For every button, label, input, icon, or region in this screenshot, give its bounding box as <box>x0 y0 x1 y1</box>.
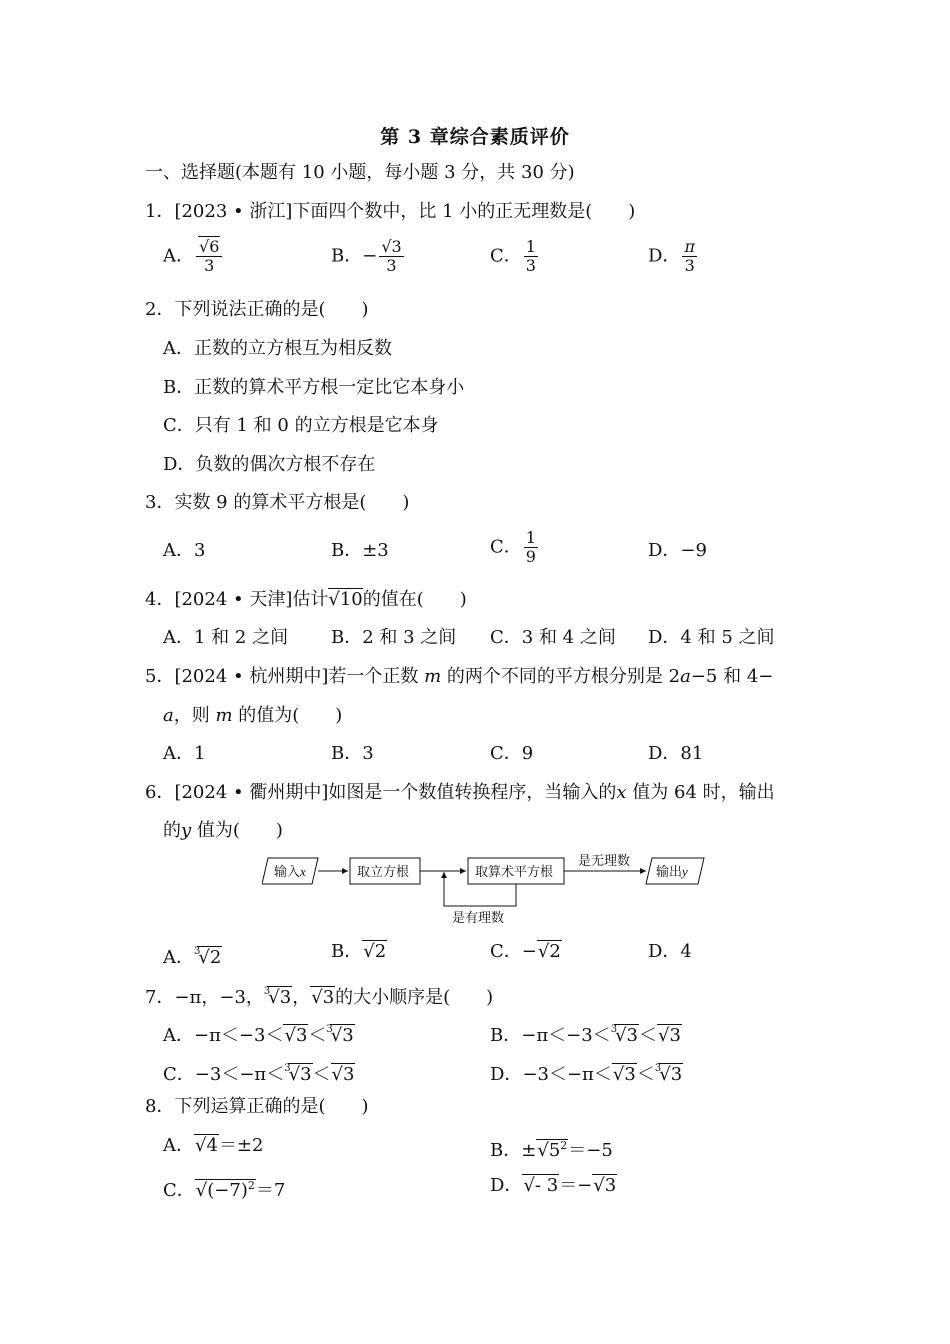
question-number: 7． <box>145 987 175 1008</box>
section-header: 一、选择题(本题有 10 小题，每小题 3 分，共 30 分) <box>145 162 575 183</box>
label-irrational: 是无理数 <box>578 853 631 868</box>
question-source: [2024 • 天津] <box>174 589 293 610</box>
question-source: [2023 • 浙江] <box>174 201 293 222</box>
question-stem: −5 和 4− <box>690 666 774 687</box>
q6-option-b[interactable] <box>331 940 387 964</box>
page-title: 第 3 章综合素质评价 <box>380 126 570 148</box>
sqrt-symbol-icon: √ <box>537 1140 549 1161</box>
sqrt-symbol-icon: √ <box>311 987 323 1008</box>
label-rational: 是有理数 <box>452 910 505 925</box>
arrowhead-icon <box>441 872 447 878</box>
q4-option-c[interactable]: C．3 和 4 之间 <box>490 627 616 648</box>
sqrt-radicand: √3 <box>284 1025 308 1046</box>
question-number: 1． <box>145 201 175 222</box>
question-source: [2024 • 衢州期中] <box>174 782 329 803</box>
root-symbol-icon: √ <box>268 987 280 1008</box>
question-6 <box>145 781 775 805</box>
variable: m <box>215 705 233 726</box>
q7-option-d[interactable] <box>490 1057 683 1087</box>
cbrt-radicand: √3 <box>615 1025 638 1046</box>
question-2 <box>145 298 369 322</box>
question-stem: 值为( ) <box>196 820 283 841</box>
sqrt-symbol-icon: √ <box>523 1175 535 1196</box>
sqrt-radicand: $√5^2$ <box>537 1139 568 1161</box>
q6-option-d[interactable]: D．4 <box>648 941 692 962</box>
less-than: ＜ <box>308 1025 327 1046</box>
option-text: −π＜−3＜ <box>194 1025 284 1046</box>
q3-option-b[interactable]: B．±3 <box>331 540 389 561</box>
sqrt-radicand: √3 <box>311 987 335 1008</box>
sqrt-radicand: √3 <box>612 1064 636 1085</box>
q2-option-c[interactable]: C．只有 1 和 0 的立方根是它本身 <box>163 415 439 436</box>
option-label: A． <box>163 1135 194 1156</box>
fraction: $\frac{√3}{3}$ <box>381 237 402 275</box>
question-stem: 估计 <box>292 589 329 610</box>
q8-option-d[interactable] <box>490 1174 617 1198</box>
root-symbol-icon: √ <box>659 1064 671 1085</box>
sqrt-radicand: √3 <box>381 237 402 256</box>
sqrt-radicand: √3 <box>331 1064 355 1085</box>
cbrt-radicand: √2 <box>198 947 222 968</box>
sqrt-symbol-icon: √ <box>195 1180 208 1201</box>
question-stem: 值为 64 时，输出 <box>632 782 775 803</box>
question-number: 4． <box>145 589 175 610</box>
question-number: 5． <box>145 666 175 687</box>
sqrt-radicand: √3 <box>658 1025 681 1046</box>
variable: m <box>424 666 442 687</box>
sqrt-symbol-icon: √ <box>328 589 340 610</box>
sqrt-symbol-icon: √ <box>612 1064 625 1085</box>
q5-option-a[interactable]: A．1 <box>163 743 206 764</box>
cbrt-radicand: √3 <box>288 1064 312 1085</box>
question-stem: 下列说法正确的是( ) <box>174 299 369 320</box>
sqrt-radicand: √2 <box>363 941 387 962</box>
option-label: A． <box>163 947 194 968</box>
option-label: C． <box>490 536 522 558</box>
root-index: 3 <box>654 1063 662 1074</box>
question-stem: 的大小顺序是( ) <box>335 987 494 1008</box>
q7-option-a[interactable] <box>163 1018 355 1048</box>
question-number: 6． <box>145 782 175 803</box>
input-label: 输入x <box>274 864 306 879</box>
q8-option-c[interactable] <box>163 1174 285 1203</box>
sqrt-symbol-icon: √ <box>593 1175 605 1196</box>
question-stem: ，则 <box>173 705 210 726</box>
variable: y <box>181 820 192 841</box>
question-stem: 的 <box>163 820 181 841</box>
sqrt-radicand: √2 <box>537 941 561 962</box>
question-stem: 下列运算正确的是( ) <box>174 1096 369 1117</box>
option-label: D． <box>490 1175 523 1196</box>
root-symbol-icon: √ <box>288 1064 301 1085</box>
root-index: 3 <box>194 946 201 957</box>
option-label: C． <box>163 1064 195 1085</box>
q7-option-c[interactable] <box>163 1057 355 1087</box>
cbrt-radicand: √3 <box>330 1025 354 1046</box>
sign: − <box>362 245 378 267</box>
question-stem: 的两个不同的平方根分别是 2 <box>446 666 681 687</box>
sqrt-symbol-icon: √ <box>363 941 375 962</box>
question-source: [2024 • 杭州期中] <box>174 666 329 687</box>
option-rhs: ＝7 <box>255 1180 286 1201</box>
question-stem: 若一个正数 <box>328 666 419 687</box>
question-stem: 如图是一个数值转换程序，当输入的 <box>328 782 617 803</box>
q5-option-d[interactable]: D．81 <box>648 743 704 764</box>
less-than: ＜ <box>639 1025 657 1046</box>
sqrt-radicand: √3 <box>593 1175 617 1196</box>
sqrt-radicand: √6 <box>199 237 220 256</box>
question-number: 2． <box>145 299 175 320</box>
question-7 <box>145 980 493 1010</box>
exponent: 2 <box>247 1179 255 1192</box>
q5-option-b[interactable]: B．3 <box>331 743 374 764</box>
sqrt-symbol-icon: √ <box>199 237 210 256</box>
sqrt-radicand: $√(-7)^2$ <box>195 1179 255 1201</box>
option-label: A． <box>163 245 194 267</box>
sign: ± <box>521 1140 537 1161</box>
cbrt-radicand: √3 <box>268 987 292 1008</box>
question-8 <box>145 1095 369 1119</box>
option-rhs: ＝±2 <box>218 1135 264 1156</box>
separator: ， <box>292 987 311 1008</box>
q5-option-c[interactable]: C．9 <box>490 743 534 764</box>
option-label: C． <box>490 941 522 962</box>
option-label: D． <box>490 1064 523 1085</box>
option-label: A． <box>163 1025 194 1046</box>
fraction: $\frac{1}{3}$ <box>525 237 536 275</box>
option-label: B． <box>331 245 363 267</box>
root-index: 3 <box>284 1063 291 1074</box>
root-index: 3 <box>326 1024 333 1035</box>
q8-option-b[interactable] <box>490 1134 613 1163</box>
question-stem: 实数 9 的算术平方根是( ) <box>174 492 410 513</box>
option-rhs: ＝− <box>559 1175 593 1196</box>
option-text: −3＜−π＜ <box>522 1064 612 1085</box>
q3-option-c[interactable] <box>490 529 540 566</box>
sqrt-radicand: √- 3 <box>523 1175 559 1196</box>
output-label: 输出y <box>656 864 688 879</box>
exponent: 2 <box>560 1139 568 1152</box>
option-label: B． <box>331 941 363 962</box>
q2-option-d[interactable]: D．负数的偶次方根不存在 <box>163 454 376 475</box>
q2-option-b[interactable]: B．正数的算术平方根一定比它本身小 <box>163 377 465 398</box>
fraction: $\frac{√6}{3}$ <box>196 238 222 275</box>
q6-option-a[interactable] <box>163 940 222 970</box>
option-text: −3＜−π＜ <box>194 1064 285 1085</box>
sqrt-symbol-icon: √ <box>537 941 550 962</box>
less-than: ＜ <box>636 1064 655 1085</box>
sign: − <box>521 941 537 962</box>
step-sqrt: 取算术平方根 <box>475 864 554 879</box>
question-6-continued <box>163 819 283 843</box>
arrowhead-icon <box>342 868 348 874</box>
root-symbol-icon: √ <box>198 947 210 968</box>
q1-option-c[interactable] <box>490 238 540 275</box>
sqrt-radicand: √4 <box>195 1135 218 1156</box>
option-text: −π＜−3＜ <box>521 1025 611 1046</box>
root-index: 3 <box>610 1024 618 1035</box>
sqrt-symbol-icon: √ <box>284 1025 296 1046</box>
q8-option-a[interactable] <box>163 1134 263 1158</box>
question-stem: −π，−3， <box>174 987 264 1008</box>
q4-option-a[interactable]: A．1 和 2 之间 <box>163 627 289 648</box>
q4-option-b[interactable]: B．2 和 3 之间 <box>331 627 457 648</box>
flow-diagram <box>262 848 722 930</box>
variable: a <box>680 666 691 687</box>
sqrt-symbol-icon: √ <box>381 237 392 256</box>
question-1 <box>145 200 635 224</box>
q3-option-d[interactable]: D．−9 <box>648 540 707 561</box>
cbrt-radicand: √3 <box>659 1064 683 1085</box>
q7-option-b[interactable] <box>490 1018 682 1048</box>
q1-option-d[interactable] <box>648 238 699 275</box>
less-than: ＜ <box>312 1064 331 1085</box>
q1-option-a[interactable] <box>163 238 224 275</box>
question-stem: 下面四个数中，比 1 小的正无理数是( ) <box>292 201 636 222</box>
root-symbol-icon: √ <box>615 1025 627 1046</box>
question-5 <box>145 665 773 689</box>
q6-option-c[interactable] <box>490 940 562 964</box>
sqrt-symbol-icon: √ <box>195 1135 207 1156</box>
option-label: C． <box>490 245 522 267</box>
q3-option-a[interactable]: A．3 <box>163 540 206 561</box>
question-stem: 的值在( ) <box>362 589 467 610</box>
question-number: 8． <box>145 1096 175 1117</box>
question-4 <box>145 588 467 612</box>
root-index: 3 <box>263 986 271 997</box>
question-number: 3． <box>145 492 175 513</box>
option-label: B． <box>490 1140 522 1161</box>
sqrt-radicand: √10 <box>328 589 363 610</box>
step-cube-root: 取立方根 <box>357 864 410 879</box>
sqrt-symbol-icon: √ <box>658 1025 670 1046</box>
arrowhead-icon <box>460 868 466 874</box>
fraction: $\frac{1}{9}$ <box>525 528 536 566</box>
q4-option-d[interactable]: D．4 和 5 之间 <box>648 627 775 648</box>
option-rhs: ＝−5 <box>568 1140 613 1161</box>
question-3 <box>145 491 409 515</box>
question-stem: 的值为( ) <box>238 705 343 726</box>
question-5-continued <box>163 704 342 728</box>
sqrt-symbol-icon: √ <box>331 1064 344 1085</box>
fraction: $\frac{\pi}{3}$ <box>684 237 695 275</box>
variable: x <box>616 782 627 803</box>
option-label: B． <box>490 1025 522 1046</box>
root-symbol-icon: √ <box>330 1025 343 1046</box>
option-label: C． <box>163 1180 195 1201</box>
arrowhead-icon <box>640 868 646 874</box>
q1-option-b[interactable] <box>331 238 406 275</box>
option-label: D． <box>648 245 681 267</box>
variable: a <box>163 705 174 726</box>
q2-option-a[interactable]: A．正数的立方根互为相反数 <box>163 338 392 359</box>
